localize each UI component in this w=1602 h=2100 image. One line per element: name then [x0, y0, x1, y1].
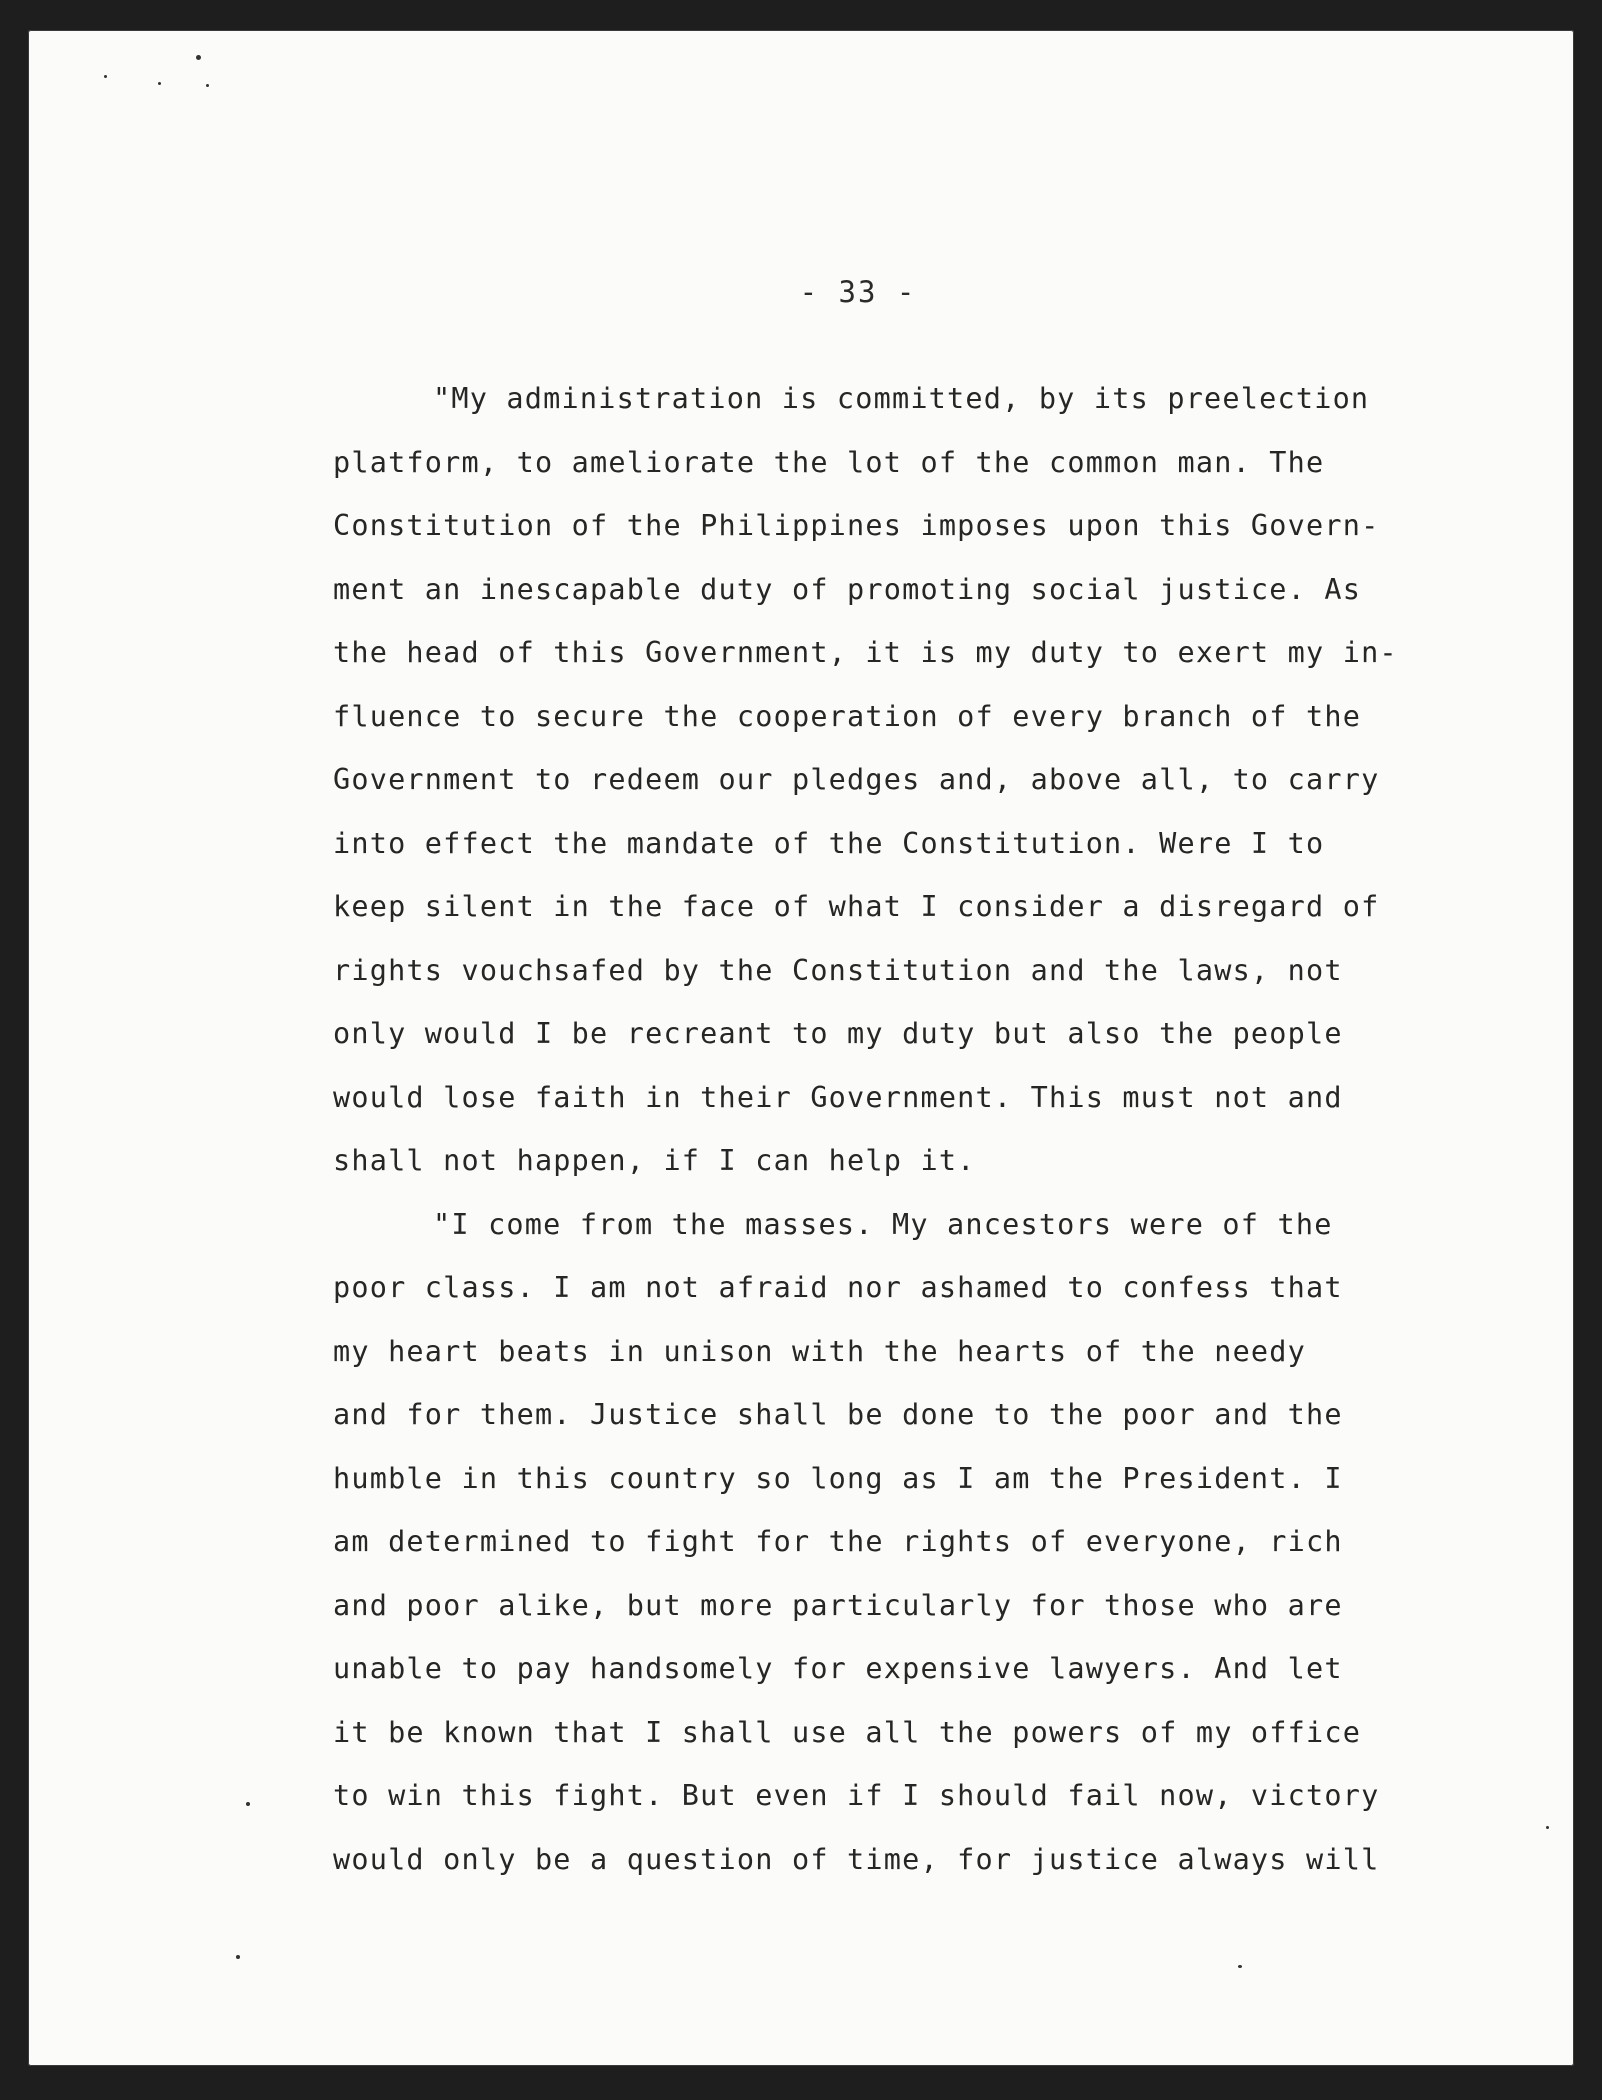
paragraph-1	[333, 367, 1483, 1193]
text-line: and poor alike, but more particularly for those who are	[333, 1588, 1343, 1622]
text-line: platform, to ameliorate the lot of the common man. The	[333, 445, 1325, 479]
dust-speck	[206, 84, 209, 87]
text-line: to win this fight. But even if I should fail now, victory	[333, 1779, 1380, 1812]
text-line: am determined to fight for the rights of everyone, rich	[333, 1525, 1343, 1558]
text-line: keep silent in the face of what I consider a disregard of	[333, 890, 1380, 923]
text-line: humble in this country so long as I am the President. I	[333, 1461, 1343, 1495]
text-line: ment an inescapable duty of promoting social justice. As	[333, 572, 1362, 606]
text-line: my heart beats in unison with the hearts of the needy	[333, 1334, 1306, 1368]
text-line: and for them. Justice shall be done to the poor and the	[333, 1398, 1343, 1431]
text-line: rights vouchsafed by the Constitution and the laws, not	[333, 953, 1343, 987]
dust-speck	[1238, 1965, 1242, 1968]
text-line: poor class. I am not afraid nor ashamed to confess that	[333, 1271, 1343, 1304]
text-line: would lose faith in their Government. This must not and	[333, 1080, 1343, 1114]
text-line: unable to pay handsomely for expensive lawyers. And let	[333, 1652, 1343, 1685]
dust-speck	[236, 1955, 240, 1959]
dust-speck	[104, 75, 107, 78]
dust-speck	[158, 82, 161, 85]
text-line: fluence to secure the cooperation of every branch of the	[333, 699, 1362, 733]
dust-speck	[246, 1802, 250, 1806]
text-line: Government to redeem our pledges and, above all, to carry	[333, 763, 1380, 796]
dust-speck	[1546, 1826, 1549, 1829]
text-line: the head of this Government, it is my duty to exert my in-	[333, 636, 1398, 669]
text-line: into effect the mandate of the Constitution. Were I to	[333, 826, 1325, 860]
text-line: "My administration is committed, by its preelection	[433, 382, 1370, 415]
text-line: Constitution of the Philippines imposes upon this Govern-	[333, 509, 1380, 542]
paragraph-2	[333, 1193, 1483, 1892]
dust-speck	[196, 55, 201, 60]
text-line: shall not happen, if I can help it.	[333, 1144, 976, 1177]
letter-body	[333, 367, 1483, 1891]
page-number: - 33 -	[799, 275, 917, 309]
document-page	[28, 30, 1574, 2066]
text-line: "I come from the masses. My ancestors were of the	[433, 1207, 1333, 1241]
text-line: only would I be recreant to my duty but also the people	[333, 1017, 1343, 1050]
text-line: it be known that I shall use all the powers of my office	[333, 1715, 1362, 1749]
text-line: would only be a question of time, for justice always will	[333, 1842, 1380, 1876]
